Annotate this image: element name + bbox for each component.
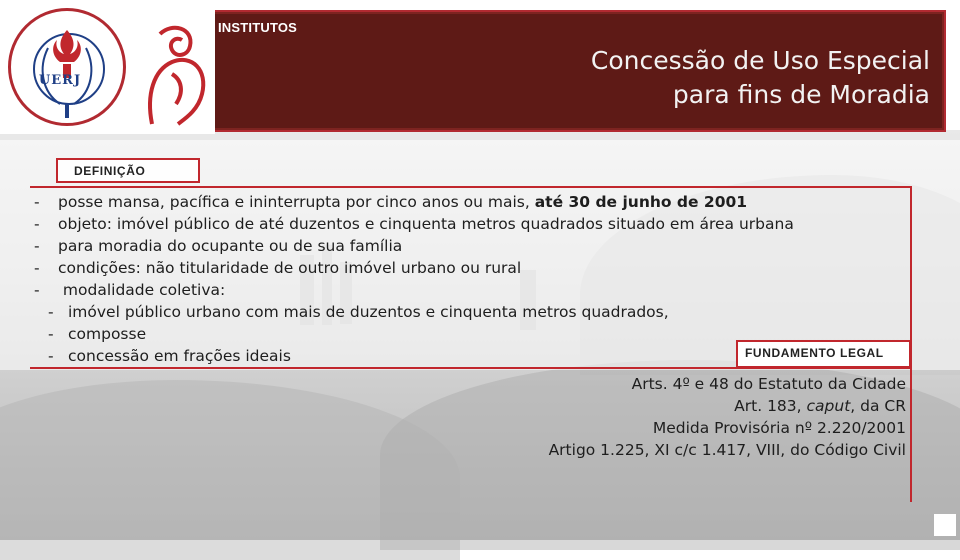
- legal-basis-text: Art. 183,: [734, 397, 807, 415]
- list-dash: -: [34, 193, 40, 211]
- slide-title: [470, 44, 930, 112]
- sub-list-item: [34, 301, 794, 323]
- list-dash: -: [34, 259, 40, 277]
- legal-basis-item: Arts. 4º e 48 do Estatuto da Cidade: [631, 375, 906, 393]
- coletiva-sub-list: [34, 301, 794, 367]
- list-item-text: composse: [68, 325, 147, 343]
- legal-basis-list: [549, 373, 906, 461]
- corner-mark: [934, 514, 956, 536]
- legal-basis-item: Medida Provisória nº 2.220/2001: [652, 419, 906, 437]
- list-dash: -: [48, 303, 54, 321]
- figure-silhouette-icon: [132, 14, 222, 130]
- list-item-text: para moradia do ocupante ou de sua família: [58, 237, 403, 255]
- list-item: [34, 191, 794, 213]
- list-item-emphasis: até 30 de junho de 2001: [534, 193, 748, 211]
- sub-list-container: [34, 301, 794, 367]
- fundamento-label: FUNDAMENTO LEGAL: [745, 346, 884, 360]
- sub-list-item: [34, 323, 794, 345]
- sub-list-item: [34, 345, 794, 367]
- list-item-text: objeto: imóvel público de até duzentos e cinquenta metros quadrados situado em área urbana: [58, 215, 794, 233]
- seal-flame-icon: [8, 8, 126, 126]
- section-label: INSTITUTOS: [218, 20, 298, 35]
- slide-title-line: para fins de Moradia: [672, 80, 930, 109]
- seal-acronym: UERJ: [38, 73, 82, 88]
- list-item: [34, 279, 794, 301]
- legal-basis-item: Artigo 1.225, XI c/c 1.417, VIII, do Código Civil: [548, 441, 906, 459]
- list-item: [34, 213, 794, 235]
- list-dash: -: [34, 281, 40, 299]
- legal-basis-italic: caput: [806, 397, 851, 415]
- list-item-text: imóvel público urbano com mais de duzentos e cinquenta metros quadrados,: [68, 303, 669, 321]
- list-dash: -: [48, 325, 54, 343]
- list-item: [34, 257, 794, 279]
- legal-basis-item: [549, 395, 906, 417]
- legal-basis-text: , da CR: [850, 397, 906, 415]
- definition-list: [34, 191, 794, 367]
- list-dash: -: [34, 237, 40, 255]
- slide-title-line: Concessão de Uso Especial: [590, 46, 930, 75]
- list-item-text: concessão em frações ideais: [68, 347, 291, 365]
- definicao-label: DEFINIÇÃO: [74, 164, 146, 178]
- list-dash: -: [34, 215, 40, 233]
- list-dash: -: [48, 347, 54, 365]
- divider: [30, 186, 912, 188]
- list-item-text: modalidade coletiva:: [58, 281, 226, 299]
- list-item-text: posse mansa, pacífica e ininterrupta por cinco anos ou mais,: [58, 193, 535, 211]
- list-item-text: condições: não titularidade de outro imóvel urbano ou rural: [58, 259, 522, 277]
- list-item: [34, 235, 794, 257]
